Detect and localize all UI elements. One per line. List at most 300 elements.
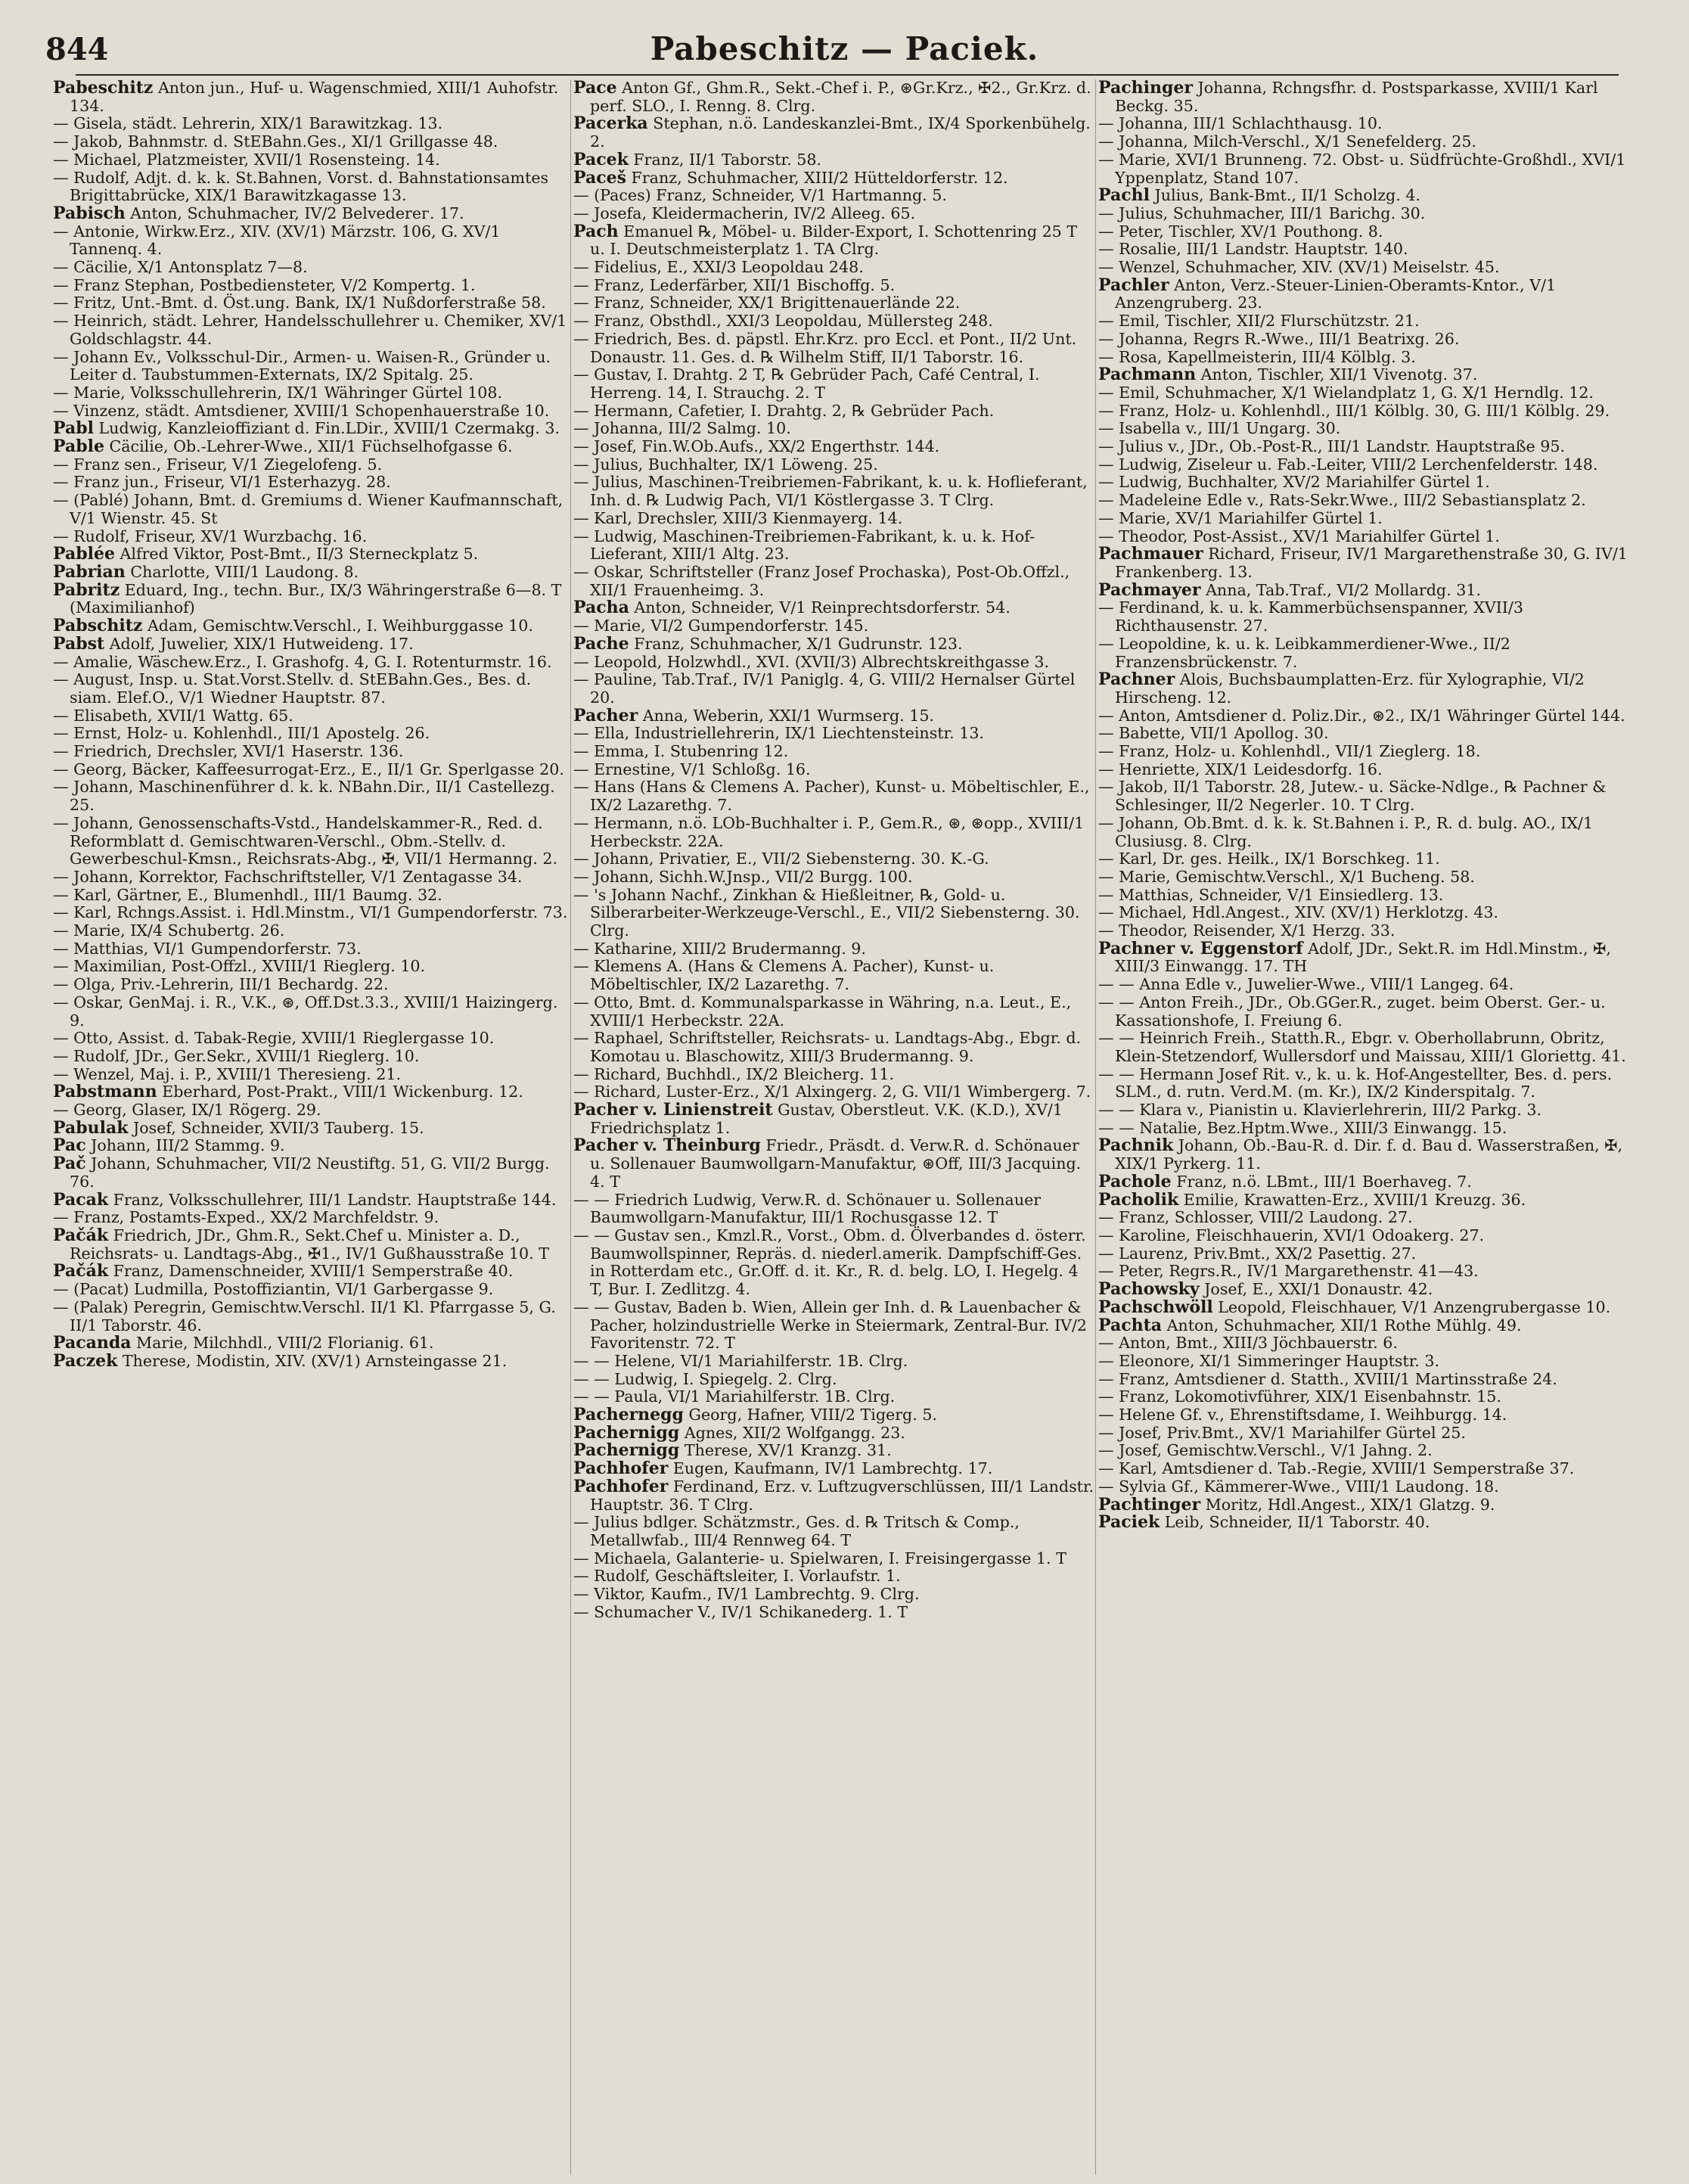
entry-details: — — Friedrich Ludwig, Verw.R. d. Schönauer u. Sollenauer Baumwollgarn-Manufaktur, III/1 Rochusgasse 12. T xyxy=(573,1190,1042,1227)
entry-details: — Hermann, n.ö. LOb-Buchhalter i. P., Gem.R., ⊛, ⊛opp., XVIII/1 Herbeckstr. 22A. xyxy=(573,813,1085,850)
entry-surname: Pacak xyxy=(53,1189,109,1210)
directory-entry xyxy=(1098,1245,1635,1263)
entry-details: — Madeleine Edle v., Rats-Sekr.Wwe., III/2 Sebastiansplatz 2. xyxy=(1098,491,1586,510)
directory-entry xyxy=(1098,1514,1635,1532)
directory-entry xyxy=(573,1137,1095,1191)
directory-entry xyxy=(53,259,571,277)
entry-details: — Klemens A. (Hans & Clemens A. Pacher), Kunst- u. Möbeltischler, IX/2 Lazarethg. 7. xyxy=(573,957,995,994)
directory-entry xyxy=(53,958,571,976)
entry-details: — — Anna Edle v., Juwelier-Wwe., VIII/1 Langeg. 64. xyxy=(1098,975,1514,994)
directory-entry xyxy=(53,922,571,940)
entry-details: — Karl, Gärtner, E., Blumenhdl., III/1 Baumg. 32. xyxy=(53,885,442,904)
directory-entry xyxy=(53,1048,571,1066)
entry-surname: Pachernigg xyxy=(573,1440,680,1461)
directory-entry xyxy=(1098,1101,1635,1120)
entry-details: Cäcilie, Ob.-Lehrer-Wwe., XII/1 Füchselhofgasse 6. xyxy=(109,437,513,456)
directory-entry xyxy=(573,564,1095,599)
entry-details: Eduard, Ing., techn. Bur., IX/3 Währingerstraße 6—8. T (Maximilianhof) xyxy=(70,580,562,617)
entry-details: — Marie, Volksschullehrerin, IX/1 Währinger Gürtel 108. xyxy=(53,383,503,402)
directory-entry xyxy=(53,887,571,905)
entry-details: — Karoline, Fleischhauerin, XVI/1 Odoakerg. 27. xyxy=(1098,1226,1485,1244)
entry-surname: Pacher v. Linienstreit xyxy=(573,1100,773,1120)
directory-entry xyxy=(573,1299,1095,1353)
entry-details: — Marie, IX/4 Schubertg. 26. xyxy=(53,921,285,940)
entry-details: — (Paces) Franz, Schneider, V/1 Hartmanng. 5. xyxy=(573,186,947,205)
directory-entry xyxy=(573,1030,1095,1065)
entry-details: — Josefa, Kleidermacherin, IV/2 Alleeg. 65. xyxy=(573,203,916,222)
entry-details: Gustav, Oberstleut. V.K. (K.D.), XV/1 Friedrichsplatz 1. xyxy=(590,1101,1063,1137)
entry-details: Johann, III/2 Stammg. 9. xyxy=(91,1136,285,1155)
directory-entry xyxy=(573,940,1095,958)
directory-entry xyxy=(1098,761,1635,779)
directory-entry xyxy=(573,366,1095,402)
directory-entry xyxy=(53,1101,571,1120)
entry-details: Adolf, JDr., Sekt.R. im Hdl.Minstm., ✠, XIII/3 Einwangg. 17. TH xyxy=(1115,939,1611,976)
directory-entry xyxy=(53,1281,571,1299)
directory-entry xyxy=(53,1350,571,1371)
entry-surname: Pace xyxy=(573,79,617,98)
entry-details: — Emil, Schuhmacher, X/1 Wielandplatz 1, G. X/1 Herndlg. 12. xyxy=(1098,383,1594,402)
directory-entry xyxy=(573,294,1095,312)
entry-details: — Otto, Assist. d. Tabak-Regie, XVIII/1 Rieglergasse 10. xyxy=(53,1029,495,1048)
entry-surname: Pačák xyxy=(53,1261,109,1282)
entry-details: — August, Insp. u. Stat.Vorst.Stellv. d. StEBahn.Ges., Bes. d. siam. Elef.O., V/1 Wiedner Hauptstr. 87. xyxy=(53,670,532,707)
entry-details: — Fritz, Unt.-Bmt. d. Öst.ung. Bank, IX/1 Nußdorferstraße 58. xyxy=(53,294,546,312)
directory-entry xyxy=(573,617,1095,635)
directory-entry xyxy=(53,1209,571,1227)
entry-details: — — Helene, VI/1 Mariahilferstr. 1B. Clrg. xyxy=(573,1351,908,1370)
directory-entry xyxy=(53,474,571,492)
directory-entry xyxy=(573,725,1095,743)
entry-details: — Antonie, Wirkw.Erz., XIV. (XV/1) Märzstr. 106, G. XV/1 Tannenq. 4. xyxy=(53,222,501,259)
directory-entry xyxy=(53,778,571,814)
directory-entry xyxy=(1098,1120,1635,1138)
directory-entry xyxy=(53,1263,571,1281)
entry-details: — Sylvia Gf., Kämmerer-Wwe., VIII/1 Laudong. 18. xyxy=(1098,1477,1499,1496)
entry-surname: Pachl xyxy=(1098,185,1150,206)
directory-entry xyxy=(1098,349,1635,367)
entry-details: Franz, Damenschneider, XVIII/1 Semperstraße 40. xyxy=(113,1262,514,1281)
entry-details: Marie, Milchhdl., VIII/2 Florianig. 61. xyxy=(136,1334,434,1353)
entry-details: — Gustav, I. Drahtg. 2 T, ℞ Gebrüder Pach, Café Central, I. Herreng. 14, I. Strauchg. 2. T xyxy=(573,365,1040,402)
directory-entry xyxy=(1098,1317,1635,1335)
entry-details: — Schumacher V., IV/1 Schikanederg. 1. T xyxy=(573,1602,908,1621)
entry-details: — Johann, Korrektor, Fachschriftsteller, V/1 Zentagasse 34. xyxy=(53,867,523,886)
entry-surname: Pačák xyxy=(53,1226,109,1245)
directory-entry xyxy=(1098,1263,1635,1281)
entry-details: — Ernst, Holz- u. Kohlenhdl., III/1 Apostelg. 26. xyxy=(53,724,430,743)
entry-details: — Ernestine, V/1 Schloßg. 16. xyxy=(573,760,811,778)
entry-details: — Maximilian, Post-Offzl., XVIII/1 Rieglerg. 10. xyxy=(53,957,426,976)
entry-details: — Franz, Schneider, XX/1 Brigittenauerlände 22. xyxy=(573,294,961,312)
entry-details: Anton Gf., Ghm.R., Sekt.-Chef i. P., ⊛Gr.Krz., ✠2., Gr.Krz. d. perf. SLO., I. Renng. 8. Clrg. xyxy=(590,79,1091,115)
entry-details: Adam, Gemischtw.Verschl., I. Weihburggasse 10. xyxy=(147,617,533,635)
entry-details: — Olga, Priv.-Lehrerin, III/1 Bechardg. 22. xyxy=(53,975,389,994)
directory-entry xyxy=(573,958,1095,993)
directory-entry xyxy=(1098,1227,1635,1245)
entry-details: — — Gustav sen., Kmzl.R., Vorst., Obm. d. Ölverbandes d. österr. Baumwollspinner, Repräs. d. niederl.amerik. Dampfschiff-Ges. in Rotterdam etc., Gr.Off. d. it. Kr., R. d. belg. LO, I. Hegelg. 4 T, Bur. I. Zedlitzg. 4. xyxy=(573,1226,1086,1299)
entry-details: Alfred Viktor, Post-Bmt., II/3 Sterneckplatz 5. xyxy=(120,545,479,564)
directory-entry xyxy=(1098,904,1635,922)
directory-entry xyxy=(573,1353,1095,1371)
entry-details: — Vinzenz, städt. Amtsdiener, XVIII/1 Schopenhauerstraße 10. xyxy=(53,401,550,420)
entry-details: — Hermann, Cafetier, I. Drahtg. 2, ℞ Gebrüder Pach. xyxy=(573,401,995,420)
entry-details: — — Klara v., Pianistin u. Klavierlehrerin, III/2 Parkg. 3. xyxy=(1098,1101,1542,1120)
directory-entry xyxy=(53,671,571,707)
directory-entry xyxy=(53,1155,571,1191)
entry-surname: Paczek xyxy=(53,1350,118,1371)
entry-details: Georg, Hafner, VIII/2 Tigerg. 5. xyxy=(688,1406,937,1424)
directory-entry xyxy=(573,187,1095,205)
entry-details: — Julius, Maschinen-Treibriemen-Fabrikant, k. u. k. Hoflieferant, Inh. d. ℞ Ludwig Pach, VI/1 Köstlergasse 3. T Clrg. xyxy=(573,473,1088,510)
entry-details: — Theodor, Post-Assist., XV/1 Mariahilfer Gürtel 1. xyxy=(1098,527,1500,545)
directory-entry xyxy=(53,169,571,205)
directory-entry xyxy=(1098,815,1635,850)
entry-details: — — Ludwig, I. Spiegelg. 2. Clrg. xyxy=(573,1369,837,1388)
entry-surname: Pachowsky xyxy=(1098,1279,1200,1300)
entry-surname: Pabrian xyxy=(53,561,126,582)
entry-surname: Pacher xyxy=(573,705,638,725)
directory-entry xyxy=(53,438,571,456)
directory-entry xyxy=(53,1083,571,1101)
entry-details: — Ella, Industriellehrerin, IX/1 Liechtensteinstr. 13. xyxy=(573,724,984,743)
entry-details: Charlotte, VIII/1 Laudong. 8. xyxy=(130,562,359,581)
entry-details: — Friedrich, Bes. d. päpstl. Ehr.Krz. pro Eccl. et Pont., II/2 Unt. Donaustr. 11. Ges. d. ℞ Wilhelm Stiff, II/1 Taborstr. 16. xyxy=(573,329,1077,366)
entry-details: — Julius, Buchhalter, IX/1 Löweng. 25. xyxy=(573,455,878,474)
directory-entry xyxy=(573,1424,1095,1443)
entry-surname: Pabst xyxy=(53,633,105,654)
directory-entry xyxy=(573,438,1095,456)
entry-details: — Franz, Holz- u. Kohlenhdl., III/1 Kölblg. 30, G. III/1 Kölblg. 29. xyxy=(1098,401,1610,420)
entry-details: — Cäcilie, X/1 Antonsplatz 7—8. xyxy=(53,258,308,277)
entry-surname: Pablée xyxy=(53,544,115,564)
entry-details: — Karl, Rchngs.Assist. i. Hdl.Minstm., VI/1 Gumpendorferstr. 73. xyxy=(53,903,568,922)
directory-entry xyxy=(53,528,571,546)
directory-entry xyxy=(53,1299,571,1334)
entry-details: — Peter, Regrs.R., IV/1 Margarethenstr. 41—43. xyxy=(1098,1262,1479,1281)
directory-entry xyxy=(573,599,1095,617)
directory-entry xyxy=(53,976,571,994)
directory-entry xyxy=(53,994,571,1030)
directory-entry xyxy=(53,725,571,743)
entry-surname: Pachschwöll xyxy=(1098,1297,1213,1317)
entry-details: — Hans (Hans & Clemens A. Pacher), Kunst- u. Möbeltischler, E., IX/2 Lazarethg. 7. xyxy=(573,778,1090,815)
entry-details: — Gisela, städt. Lehrerin, XIX/1 Barawitzkag. 13. xyxy=(53,114,443,133)
entry-details: — Matthias, Schneider, V/1 Einsiedlerg. 13. xyxy=(1098,885,1444,904)
entry-details: Anton, Schuhmacher, XII/1 Rothe Mühlg. 49. xyxy=(1166,1316,1522,1334)
entry-surname: Pabschitz xyxy=(53,616,143,636)
entry-details: Johanna, Rchngsfhr. d. Postsparkasse, XVIII/1 Karl Beckg. 35. xyxy=(1115,79,1598,115)
entry-details: Friedr., Präsdt. d. Verw.R. d. Schönauer u. Sollenauer Baumwollgarn-Manufaktur, ⊛Off, III/3 Jacquing. 4. T xyxy=(590,1136,1082,1191)
directory-entry xyxy=(1098,492,1635,510)
entry-details: — Franz, Lokomotivführer, XIX/1 Eisenbahnstr. 15. xyxy=(1098,1387,1501,1406)
entry-surname: Pacholik xyxy=(1098,1189,1179,1210)
directory-entry xyxy=(1098,1030,1635,1065)
entry-details: Anton, Verz.-Steuer-Linien-Oberamts-Kntor., V/1 Anzengruberg. 23. xyxy=(1115,275,1557,312)
entry-surname: Pachole xyxy=(1098,1171,1172,1191)
directory-entry xyxy=(53,904,571,922)
entry-details: — Franz, Schlosser, VIII/2 Laudong. 27. xyxy=(1098,1208,1413,1227)
directory-entry xyxy=(53,1030,571,1048)
entry-details: Therese, Modistin, XIV. (XV/1) Arnsteingasse 21. xyxy=(122,1351,508,1370)
directory-entry xyxy=(1098,241,1635,259)
directory-entry xyxy=(1098,331,1635,349)
entry-details: Stephan, n.ö. Landeskanzlei-Bmt., IX/4 Sporkenbühelg. 2. xyxy=(590,114,1091,151)
directory-entry xyxy=(573,79,1095,115)
entry-surname: Pachernegg xyxy=(573,1405,684,1425)
directory-entry xyxy=(1098,725,1635,743)
directory-entry xyxy=(1098,1209,1635,1227)
entry-surname: Pabisch xyxy=(53,203,126,223)
directory-entry xyxy=(1098,402,1635,421)
entry-details: Ludwig, Kanzleioffiziant d. Fin.LDir., XVIII/1 Czermakg. 3. xyxy=(98,419,560,438)
directory-entry xyxy=(53,761,571,779)
entry-surname: Pachtinger xyxy=(1098,1494,1201,1515)
entry-details: — Helene Gf. v., Ehrenstiftsdame, I. Weihburgg. 14. xyxy=(1098,1406,1507,1424)
directory-entry xyxy=(1098,438,1635,456)
directory-entry xyxy=(573,312,1095,331)
entry-details: — Viktor, Kaufm., IV/1 Lambrechtg. 9. Clrg. xyxy=(573,1585,920,1604)
directory-entry xyxy=(573,1567,1095,1586)
entry-details: Eberhard, Post-Prakt., VIII/1 Wickenburg. 12. xyxy=(162,1083,523,1101)
directory-entry xyxy=(1098,1066,1635,1101)
directory-entry xyxy=(573,994,1095,1030)
directory-entry xyxy=(1098,312,1635,331)
entry-details: Leopold, Fleischhauer, V/1 Anzengrubergasse 10. xyxy=(1218,1297,1611,1316)
entry-surname: Pabritz xyxy=(53,579,120,600)
directory-entry xyxy=(53,635,571,654)
entry-details: — Julius, Schuhmacher, III/1 Barichg. 30. xyxy=(1098,203,1426,222)
entry-surname: Pachnik xyxy=(1098,1135,1174,1156)
entry-details: — Leopold, Holzwhdl., XVI. (XVII/3) Albrechtskreithgasse 3. xyxy=(573,652,1050,671)
entry-details: Anna, Tab.Traf., VI/2 Mollardg. 31. xyxy=(1206,580,1481,599)
entry-details: — Josef, Gemischtw.Verschl., V/1 Jahng. 2. xyxy=(1098,1441,1433,1460)
entry-details: — Johanna, Regrs R.-Wwe., III/1 Beatrixg. 26. xyxy=(1098,329,1460,348)
directory-entry xyxy=(573,635,1095,654)
entry-details: — Marie, XVI/1 Brunneng. 72. Obst- u. Südfrüchte-Großhdl., XVI/1 Yppenplatz, Stand 107. xyxy=(1098,150,1626,187)
entry-details: Adolf, Juwelier, XIX/1 Hutweideng. 17. xyxy=(109,634,414,653)
entry-details: — Emma, I. Stubenring 12. xyxy=(573,742,789,761)
directory-entry xyxy=(573,654,1095,672)
entry-details: — Michaela, Galanterie- u. Spielwaren, I. Freisingergasse 1. T xyxy=(573,1549,1066,1567)
entry-details: — Rudolf, Friseur, XV/1 Wurzbachg. 16. xyxy=(53,527,368,545)
directory-entry xyxy=(53,940,571,958)
directory-entry xyxy=(53,1137,571,1155)
directory-entry xyxy=(53,1117,571,1138)
entry-surname: Pac xyxy=(53,1135,86,1156)
directory-entry xyxy=(53,349,571,384)
entry-details: — Fidelius, E., XXI/3 Leopoldau 248. xyxy=(573,258,864,277)
directory-entry xyxy=(1098,1424,1635,1443)
entry-details: — Franz, Obsthdl., XXI/3 Leopoldau, Müllersteg 248. xyxy=(573,312,993,331)
entry-details: — Oskar, GenMaj. i. R., V.K., ⊛, Off.Dst.3.3., XVIII/1 Haizingerg. 9. xyxy=(53,993,558,1030)
directory-entry xyxy=(1098,187,1635,205)
entry-details: — — Gustav, Baden b. Wien, Allein ger Inh. d. ℞ Lauenbacher & Pacher, holzindustrielle Werke in Steiermark, Zentral-Bur. IV/2 Favoritenstr. 72. T xyxy=(573,1297,1087,1353)
entry-details: — Rosalie, III/1 Landstr. Hauptstr. 140. xyxy=(1098,240,1408,259)
directory-entry xyxy=(1098,1460,1635,1478)
entry-details: — Ludwig, Ziseleur u. Fab.-Leiter, VIII/2 Lerchenfelderstr. 148. xyxy=(1098,455,1598,474)
entry-details: — Georg, Glaser, IX/1 Rögerg. 29. xyxy=(53,1101,321,1120)
directory-entry xyxy=(53,456,571,474)
entry-details: — Pauline, Tab.Traf., IV/1 Paniglg. 4, G. VIII/2 Hernalser Gürtel 20. xyxy=(573,670,1076,707)
directory-entry xyxy=(53,743,571,761)
entry-details: — Franz, Lederfärber, XII/1 Bischoffg. 5. xyxy=(573,275,896,294)
directory-entry xyxy=(1098,940,1635,976)
entry-surname: Pacek xyxy=(573,149,629,169)
directory-entry xyxy=(1098,115,1635,133)
directory-entry xyxy=(1098,1388,1635,1406)
directory-entry xyxy=(573,1406,1095,1424)
directory-entry xyxy=(573,1066,1095,1084)
directory-entry xyxy=(573,259,1095,277)
entry-surname: Paceš xyxy=(573,167,626,188)
entry-surname: Pache xyxy=(573,633,629,654)
entry-details: — — Heinrich Freih., Statth.R., Ebgr. v. Oberhollabrunn, Obritz, Klein-Stetzendorf, Wullersdorf und Maissau, XIII/1 Gloriettg. 41. xyxy=(1098,1029,1626,1065)
entry-surname: Pach xyxy=(573,221,619,241)
entry-details: Franz, II/1 Taborstr. 58. xyxy=(633,150,821,169)
column-1 xyxy=(53,79,571,2167)
entry-details: — Anton, Bmt., XIII/3 Jöchbauerstr. 6. xyxy=(1098,1334,1398,1353)
column-2 xyxy=(573,79,1095,2167)
directory-entry xyxy=(573,474,1095,509)
entry-details: — Julius bdlger. Schätzmstr., Ges. d. ℞ Tritsch & Comp., Metallwfab., III/4 Rennweg 64. T xyxy=(573,1513,1020,1549)
entry-surname: Pachner xyxy=(1098,669,1175,690)
entry-surname: Pachhofer xyxy=(573,1476,669,1496)
entry-details: Anton jun., Huf- u. Wagenschmied, XIII/1 Auhofstr. 134. xyxy=(70,79,559,115)
directory-entry xyxy=(1098,1299,1635,1317)
entry-details: Franz, Schuhmacher, X/1 Gudrunstr. 123. xyxy=(634,634,963,653)
entry-details: Emilie, Krawatten-Erz., XVIII/1 Kreuzg. 36. xyxy=(1183,1190,1526,1209)
directory-entry xyxy=(53,654,571,672)
entry-details: Anna, Weberin, XXI/1 Wurmserg. 15. xyxy=(642,706,934,725)
directory-entry xyxy=(53,115,571,133)
header-rule xyxy=(76,74,1619,76)
entry-details: — — Anton Freih., JDr., Ob.GGer.R., zuget. beim Oberst. Ger.- u. Kassationshofe, I. Freiung 6. xyxy=(1098,993,1606,1030)
entry-details: Emanuel ℞, Möbel- u. Bilder-Export, I. Schottenring 25 T u. I. Deutschmeisterplatz 1. TA Clrg. xyxy=(590,222,1078,259)
directory-entry xyxy=(1098,1191,1635,1210)
entry-details: — Franz jun., Friseur, VI/1 Esterhazyg. 28. xyxy=(53,473,391,492)
entry-details: — Rudolf, Geschäftsleiter, I. Vorlaufstr. 1. xyxy=(573,1567,901,1586)
entry-details: — Heinrich, städt. Lehrer, Handelsschullehrer u. Chemiker, XV/1 Goldschlagstr. 44. xyxy=(53,312,567,348)
directory-entry xyxy=(573,743,1095,761)
entry-details: — Katharine, XIII/2 Brudermanng. 9. xyxy=(573,939,866,958)
directory-entry xyxy=(573,528,1095,564)
directory-entry xyxy=(573,1101,1095,1137)
directory-entry xyxy=(573,850,1095,868)
entry-details: — Julius v., JDr., Ob.-Post-R., III/1 Landstr. Hauptstraße 95. xyxy=(1098,437,1566,456)
entry-surname: Pač xyxy=(53,1154,86,1174)
directory-entry xyxy=(53,579,571,617)
directory-entry xyxy=(573,1586,1095,1604)
entry-surname: Pachinger xyxy=(1098,79,1193,98)
directory-entry xyxy=(1098,545,1635,581)
entry-details: Johann, Ob.-Bau-R. d. Dir. f. d. Bau d. Wasserstraßen, ✠, XIX/1 Pyrkerg. 11. xyxy=(1115,1136,1623,1173)
entry-surname: Pabstmann xyxy=(53,1082,157,1102)
entry-surname: Pachner v. Eggenstorf xyxy=(1098,938,1303,958)
entry-details: — Johanna, III/2 Salmg. 10. xyxy=(573,419,791,438)
directory-entry xyxy=(53,205,571,223)
entry-details: — Jakob, II/1 Taborstr. 28, Jutew.- u. Säcke-Ndlge., ℞ Pachner & Schlesinger, II/2 Negerlег. 10. T Clrg. xyxy=(1098,778,1607,815)
entry-details: Agnes, XII/2 Wolfgangg. 23. xyxy=(684,1423,905,1442)
directory-entry xyxy=(573,402,1095,421)
entry-details: — (Pacat) Ludmilla, Postoffiziantin, VI/1 Garbergasse 9. xyxy=(53,1280,494,1299)
entry-details: Josef, Schneider, XVII/3 Tauberg. 15. xyxy=(133,1118,424,1137)
directory-entry xyxy=(53,1191,571,1210)
directory-entry xyxy=(1098,994,1635,1030)
directory-entry xyxy=(1098,579,1635,600)
column-3 xyxy=(1098,79,1635,2167)
entry-details: — Emil, Tischler, XII/2 Flurschützstr. 21. xyxy=(1098,312,1420,331)
directory-entry xyxy=(1098,707,1635,725)
directory-entry xyxy=(53,868,571,887)
directory-entry xyxy=(53,151,571,169)
entry-details: — Georg, Bäcker, Kaffeesurrogat-Erz., E., II/1 Gr. Sperlgasse 20. xyxy=(53,760,564,778)
directory-entry xyxy=(53,617,571,635)
entry-details: — Leopoldine, k. u. k. Leibkammerdiener-Wwe., II/2 Franzensbrückenstr. 7. xyxy=(1098,634,1510,671)
directory-entry xyxy=(573,115,1095,151)
directory-entry xyxy=(573,815,1095,850)
entry-details: Johann, Schuhmacher, VII/2 Neustiftg. 51, G. VII/2 Burgg. 76. xyxy=(70,1154,550,1191)
directory-entry xyxy=(1098,976,1635,994)
entry-details: — Jakob, Bahnmstr. d. StEBahn.Ges., XI/1 Grillgasse 48. xyxy=(53,132,498,151)
entry-details: — Karl, Drechsler, XIII/3 Kienmayerg. 14. xyxy=(573,508,903,527)
entry-details: — Ludwig, Maschinen-Treibriemen-Fabrikant, k. u. k. Hof-Lieferant, XIII/1 Altg. 23. xyxy=(573,527,1035,564)
directory-entry xyxy=(573,1460,1095,1478)
directory-entry xyxy=(1098,1371,1635,1389)
directory-entry xyxy=(53,1334,571,1353)
entry-details: — Amalie, Wäschew.Erz., I. Grashofg. 4, G. I. Rotenturmstr. 16. xyxy=(53,652,552,671)
directory-entry xyxy=(53,277,571,295)
directory-entry xyxy=(53,1227,571,1263)
directory-entry xyxy=(573,205,1095,223)
entry-details: Ferdinand, Erz. v. Luftzugverschlüssen, III/1 Landstr. Hauptstr. 36. T Clrg. xyxy=(590,1477,1094,1514)
entry-details: — Franz, Holz- u. Kohlenhdl., VII/1 Zieglerg. 18. xyxy=(1098,742,1481,761)
entry-details: — — Hermann Josef Rit. v., k. u. k. Hof-Angestellter, Bes. d. pers. SLM., d. rutn. Verd.M. (m. Kr.), IX/2 Kinderspitalg. 7. xyxy=(1098,1064,1613,1101)
directory-entry xyxy=(53,294,571,312)
entry-details: — Richard, Buchhdl., IX/2 Bleicherg. 11. xyxy=(573,1064,895,1083)
directory-entry xyxy=(1098,277,1635,312)
directory-entry xyxy=(573,151,1095,169)
directory-entry xyxy=(573,1604,1095,1622)
entry-details: — Otto, Bmt. d. Kommunalsparkasse in Währing, n.a. Leut., E., XVIII/1 Herbeckstr. 22A. xyxy=(573,993,1072,1030)
directory-entry xyxy=(53,707,571,725)
directory-entry xyxy=(1098,1406,1635,1424)
entry-details: — Franz, Amtsdiener d. Statth., XVIII/1 Martinsstraße 24. xyxy=(1098,1369,1557,1388)
directory-entry xyxy=(1098,1353,1635,1371)
directory-entry xyxy=(1098,671,1635,707)
entry-details: Franz, n.ö. LBmt., III/1 Boerhaveg. 7. xyxy=(1176,1172,1472,1191)
entry-details: — Franz Stephan, Postbediensteter, V/2 Kompertg. 1. xyxy=(53,275,476,294)
entry-surname: Pachmayer xyxy=(1098,579,1201,600)
entry-details: Julius, Bank-Bmt., II/1 Scholzg. 4. xyxy=(1154,186,1420,205)
directory-entry xyxy=(1098,1137,1635,1173)
entry-details: Franz, Schuhmacher, XIII/2 Hütteldorferstr. 12. xyxy=(631,168,1008,187)
entry-surname: Pacanda xyxy=(53,1333,132,1353)
directory-entry xyxy=(573,510,1095,528)
directory-entry xyxy=(1098,474,1635,492)
directory-entry xyxy=(573,1371,1095,1389)
directory-entry xyxy=(573,223,1095,259)
entry-details: — Rudolf, Adjt. d. k. k. St.Bahnen, Vorst. d. Bahnstationsamtes Brigittabrücke, XIX/1 Barawitzkagasse 13. xyxy=(53,168,549,205)
directory-entry xyxy=(1098,778,1635,814)
entry-details: — — Natalie, Bez.Hptm.Wwe., XIII/3 Einwangg. 15. xyxy=(1098,1118,1507,1137)
entry-details: — Henriette, XIX/1 Leidesdorfg. 16. xyxy=(1098,760,1383,778)
directory-entry xyxy=(1098,79,1635,115)
entry-details: — Eleonore, XI/1 Simmeringer Hauptstr. 3. xyxy=(1098,1351,1440,1370)
entry-details: Franz, Volksschullehrer, III/1 Landstr. Hauptstraße 144. xyxy=(113,1190,557,1209)
directory-entry xyxy=(1098,922,1635,940)
directory-entry xyxy=(1098,528,1635,546)
